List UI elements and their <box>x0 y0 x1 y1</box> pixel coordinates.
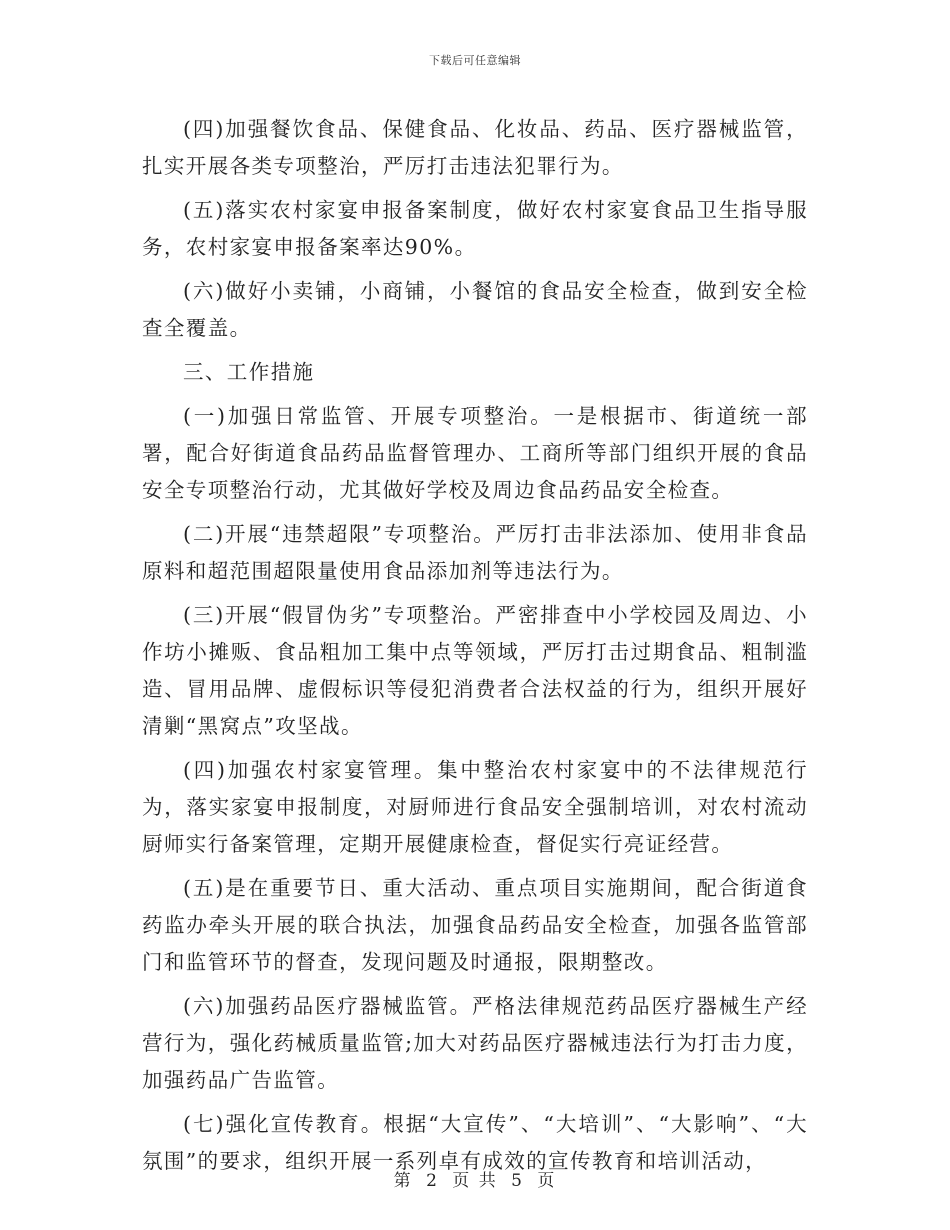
footer-prefix: 第 <box>393 1171 413 1191</box>
paragraph-item-4-supervision: (四)加强餐饮食品、保健食品、化妆品、药品、医疗器械监管，扎实开展各类专项整治，严厉打击违法犯罪行为。 <box>142 117 808 178</box>
page-footer <box>0 1166 950 1191</box>
paragraph-measure-5: (五)是在重要节日、重大活动、重点项目实施期间，配合街道食药监办牵头开展的联合执法，加强食品药品安全检查，加强各监管部门和监管环节的督查，发现问题及时通报，限期整改。 <box>142 876 808 974</box>
paragraph-measure-2: (二)开展“违禁超限”专项整治。严厉打击非法添加、使用非食品原料和超范围超限量使用食品添加剂等违法行为。 <box>142 522 808 583</box>
paragraph-measure-3: (三)开展“假冒伪劣”专项整治。严密排查中小学校园及周边、小作坊小摊贩、食品粗加工集中点等领域，严厉打击过期食品、粗制滥造、冒用品牌、虚假标识等侵犯消费者合法权益的行为，组织开展好清剿“黑窝点”攻坚战。 <box>142 603 808 738</box>
page-header: 下载后可任意编辑 <box>429 54 521 67</box>
footer-mid: 页 共 <box>452 1171 498 1191</box>
paragraph-measure-6: (六)加强药品医疗器械监管。严格法律规范药品医疗器械生产经营行为，强化药械质量监管;加大对药品医疗器械违法行为打击力度，加强药品广告监管。 <box>142 994 808 1092</box>
document-body <box>142 111 808 1187</box>
paragraph-measure-1: (一)加强日常监管、开展专项整治。一是根据市、街道统一部署，配合好街道食品药品监督管理办、工商所等部门组织开展的食品安全专项整治行动，尤其做好学校及周边食品药品安全检查。 <box>142 404 808 502</box>
paragraph-measure-4: (四)加强农村家宴管理。集中整治农村家宴中的不法律规范行为，落实家宴申报制度，对厨师进行食品安全强制培训，对农村流动厨师实行备案管理，定期开展健康检查，督促实行亮证经营。 <box>142 758 808 856</box>
section-heading-work-measures: 三、工作措施 <box>183 360 315 384</box>
paragraph-measure-7: (七)强化宣传教育。根据“大宣传”、“大培训”、“大影响”、“大氛围”的要求，组织开展一系列卓有成效的宣传教育和培训活动， <box>142 1112 808 1173</box>
paragraph-item-5-rural-banquet: (五)落实农村家宴申报备案制度，做好农村家宴食品卫生指导服务，农村家宴申报备案率达90%。 <box>142 198 808 259</box>
footer-current-page: 2 <box>426 1171 439 1191</box>
footer-total-pages: 5 <box>511 1171 524 1191</box>
footer-suffix: 页 <box>537 1171 557 1191</box>
paragraph-item-6-shop-inspection: (六)做好小卖铺，小商铺，小餐馆的食品安全检查，做到安全检查全覆盖。 <box>142 279 808 340</box>
